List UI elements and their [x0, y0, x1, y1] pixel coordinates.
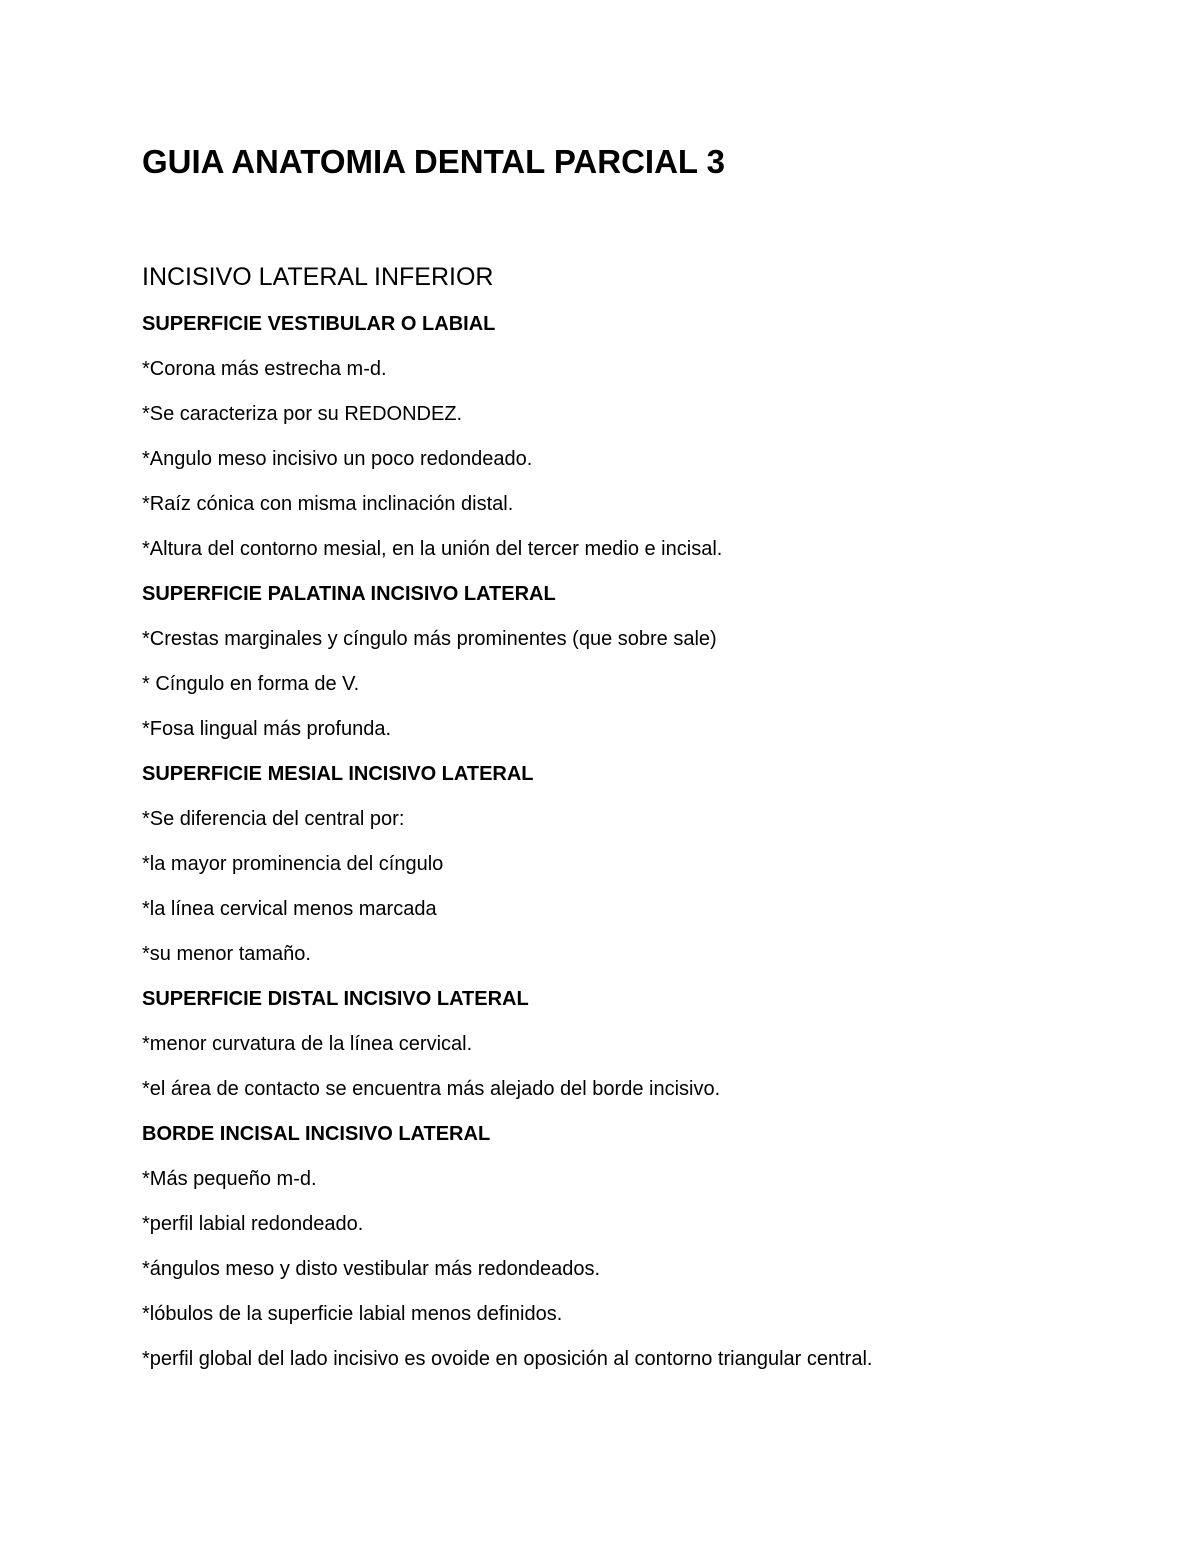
list-item: *Se caracteriza por su REDONDEZ. — [142, 403, 463, 425]
subsection-heading: SUPERFICIE VESTIBULAR O LABIAL — [142, 313, 496, 335]
list-item: *perfil labial redondeado. — [142, 1213, 364, 1235]
list-item: *la mayor prominencia del cíngulo — [142, 853, 444, 875]
list-item: *Raíz cónica con misma inclinación distal. — [142, 493, 514, 515]
list-item: *Corona más estrecha m-d. — [142, 358, 387, 380]
list-item: *la línea cervical menos marcada — [142, 898, 437, 920]
list-item: *su menor tamaño. — [142, 943, 311, 965]
subsection-heading: BORDE INCISAL INCISIVO LATERAL — [142, 1123, 491, 1145]
list-item: *menor curvatura de la línea cervical. — [142, 1033, 473, 1055]
section-heading: INCISIVO LATERAL INFERIOR — [142, 263, 494, 291]
document-title: GUIA ANATOMIA DENTAL PARCIAL 3 — [142, 143, 726, 180]
subsection-heading: SUPERFICIE DISTAL INCISIVO LATERAL — [142, 988, 529, 1010]
subsection-heading: SUPERFICIE MESIAL INCISIVO LATERAL — [142, 763, 534, 785]
list-item: *lóbulos de la superficie labial menos definidos. — [142, 1303, 563, 1325]
list-item: *Crestas marginales y cíngulo más prominentes (que sobre sale) — [142, 628, 717, 650]
list-item: * Cíngulo en forma de V. — [142, 673, 360, 695]
list-item: *Altura del contorno mesial, en la unión del tercer medio e incisal. — [142, 538, 723, 560]
list-item: *ángulos meso y disto vestibular más redondeados. — [142, 1258, 601, 1280]
list-item: *el área de contacto se encuentra más alejado del borde incisivo. — [142, 1078, 721, 1100]
document-body — [142, 309, 1142, 1389]
list-item: *Fosa lingual más profunda. — [142, 718, 392, 740]
list-item: *perfil global del lado incisivo es ovoide en oposición al contorno triangular central. — [142, 1348, 873, 1370]
list-item: *Más pequeño m-d. — [142, 1168, 317, 1190]
subsection-heading: SUPERFICIE PALATINA INCISIVO LATERAL — [142, 583, 556, 605]
list-item: *Se diferencia del central por: — [142, 808, 405, 830]
list-item: *Angulo meso incisivo un poco redondeado. — [142, 448, 533, 470]
